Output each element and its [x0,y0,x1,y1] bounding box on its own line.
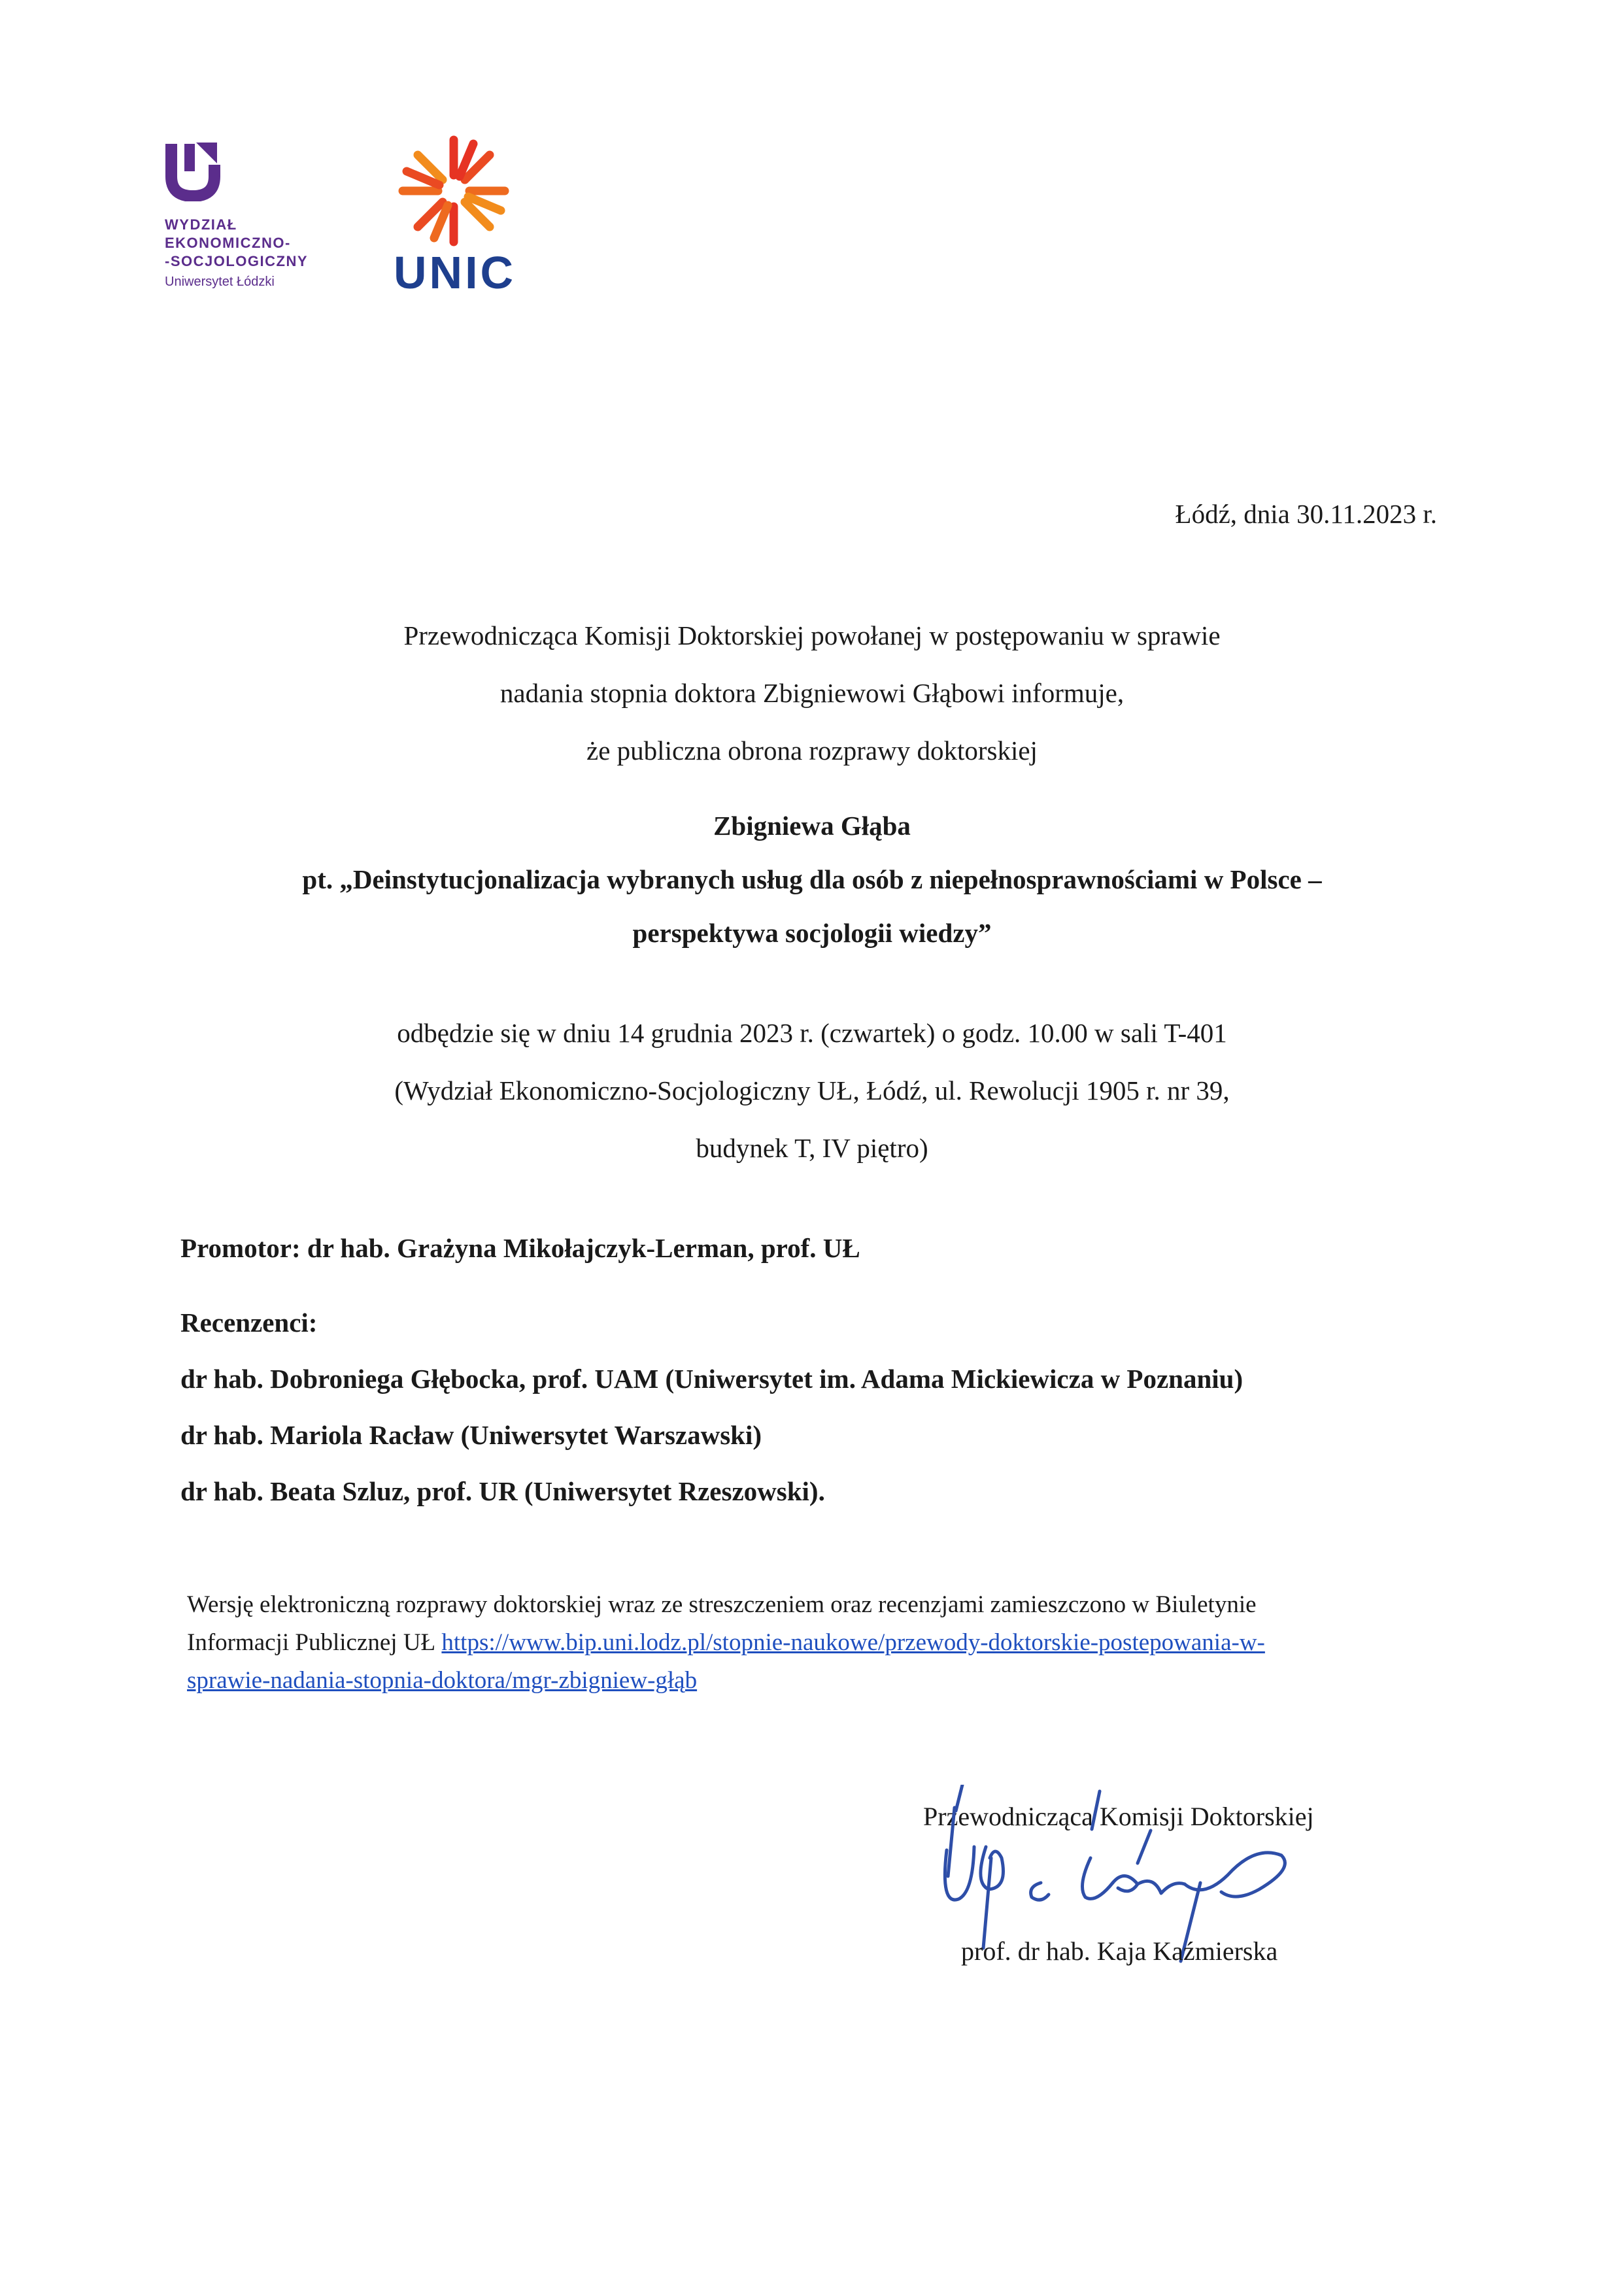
faculty-university: Uniwersytet Łódzki [165,275,275,289]
unic-logo [394,135,518,298]
thesis-block [118,799,1506,960]
notice-line-3 [187,1662,1429,1700]
bip-link[interactable]: https://www.bip.uni.lodz.pl/stopnie-naukowe/przewody-doktorskie-postepowania-w- [441,1629,1265,1656]
event-line-2: (Wydział Ekonomiczno-Socjologiczny UŁ, Łódź, ul. Rewolucji 1905 r. nr 39, [394,1075,1230,1105]
unic-text: UNIC [394,247,516,298]
intro-line-1: Przewodnicząca Komisji Doktorskiej powołanej w postępowaniu w sprawie [403,620,1221,650]
faculty-line-3: -SOCJOLOGICZNY [165,253,309,269]
bip-link-continued[interactable]: sprawie-nadania-stopnia-doktora/mgr-zbigniew-głąb [187,1667,698,1694]
event-line-1: odbędzie się w dniu 14 grudnia 2023 r. (czwartek) o godz. 10.00 w sali T-401 [397,1018,1227,1048]
signatory-name: prof. dr hab. Kaja Kaźmierska [961,1936,1278,1966]
notice-line-1: Wersję elektroniczną rozprawy doktorskiej wraz ze streszczeniem oraz recenzjami zamieszczono w Biuletynie [187,1591,1257,1618]
intro-line-2: nadania stopnia doktora Zbigniewowi Głąbowi informuje, [499,678,1125,708]
unic-sun-icon [398,135,510,247]
thesis-title-line-1: pt. „Deinstytucjonalizacja wybranych usług dla osób z niepełnosprawnościami w Polsce – [302,864,1322,894]
notice-prefix: Informacji Publicznej UŁ [187,1629,442,1656]
thesis-title-line-2: perspektywa socjologii wiedzy” [632,918,992,948]
handwritten-signature [928,1785,1334,2000]
faculty-line-1: WYDZIAŁ [165,216,237,233]
faculty-logo [165,139,335,290]
reviewers-heading: Recenzenci: [180,1307,318,1338]
publication-notice [187,1586,1429,1700]
promotor: Promotor: dr hab. Grażyna Mikołajczyk-Lerman, prof. UŁ [180,1233,860,1263]
event-details [118,1004,1506,1177]
notice-line-2 [187,1624,1429,1662]
faculty-line-2: EKONOMICZNO- [165,235,291,251]
ul-logo-icon [165,139,221,201]
intro-paragraph [118,607,1506,779]
candidate-name: Zbigniewa Głąba [713,811,911,841]
reviewer-item: dr hab. Beata Szluz, prof. UR (Uniwersytet Rzeszowski). [180,1476,825,1506]
reviewer-item: dr hab. Dobroniega Głębocka, prof. UAM (Uniwersytet im. Adama Mickiewicza w Poznaniu) [180,1364,1243,1394]
reviewers-list [180,1294,1243,1519]
document-date: Łódź, dnia 30.11.2023 r. [1175,499,1437,529]
event-line-3: budynek T, IV piętro) [696,1133,928,1163]
signature-title: Przewodnicząca Komisji Doktorskiej [923,1802,1314,1831]
intro-line-3: że publiczna obrona rozprawy doktorskiej [586,735,1038,766]
reviewer-item: dr hab. Mariola Racław (Uniwersytet Warszawski) [180,1420,762,1450]
